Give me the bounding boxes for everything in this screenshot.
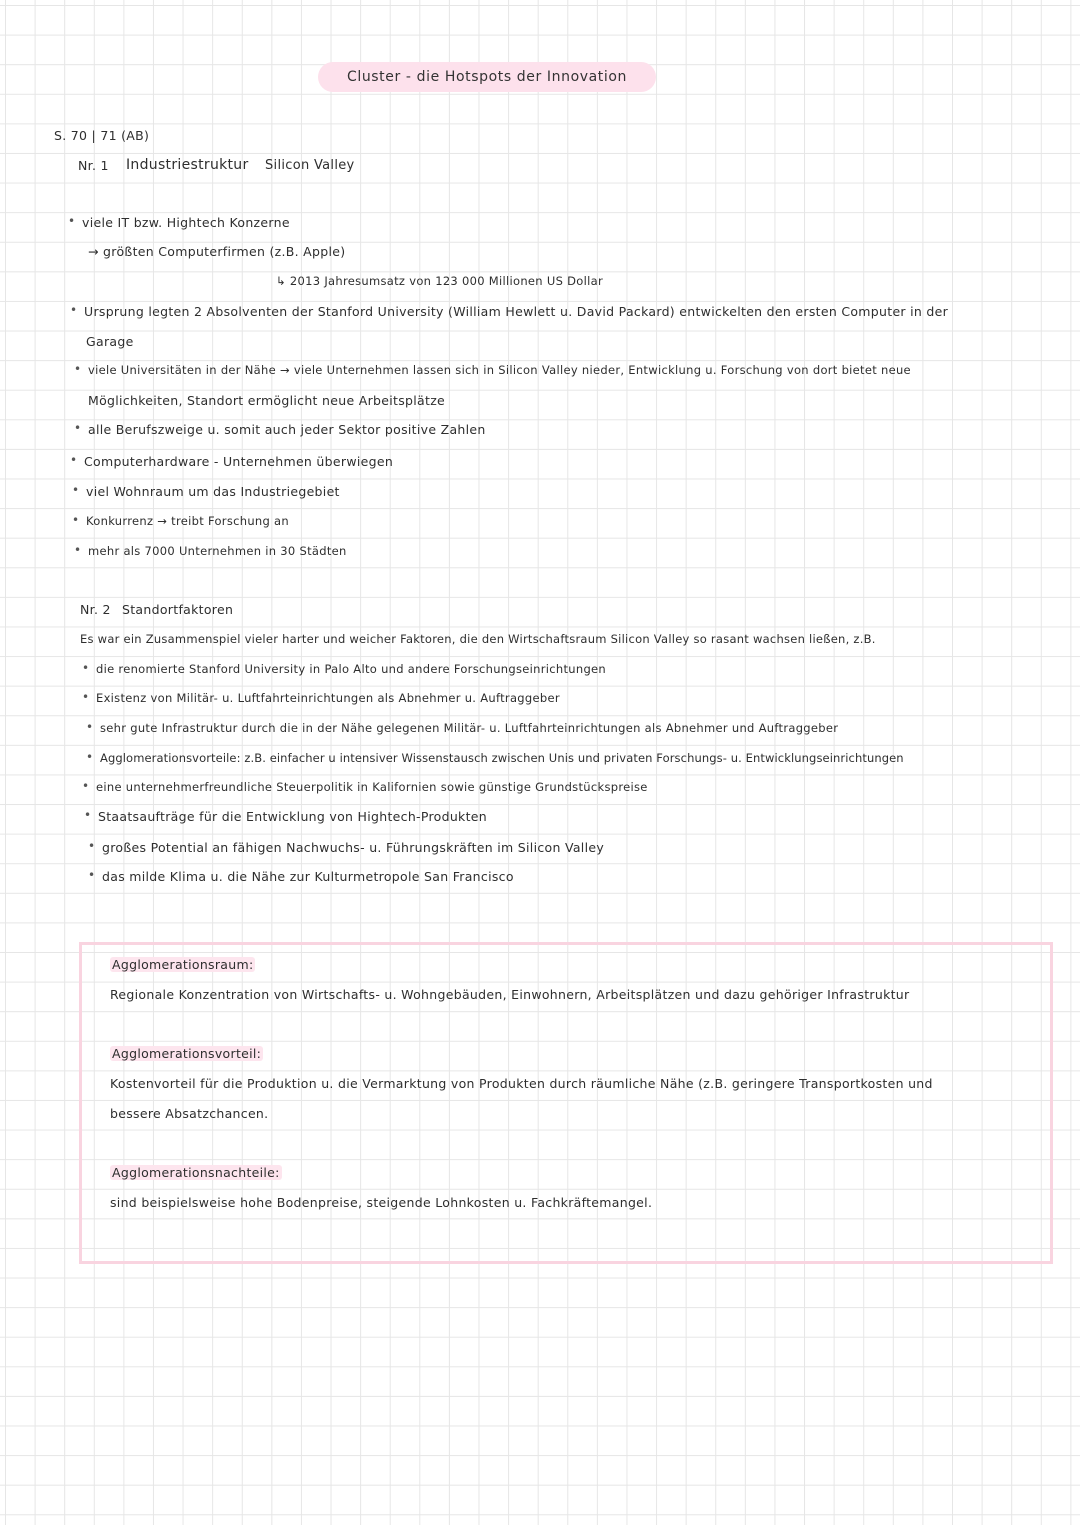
section1-line: Möglichkeiten, Standort ermöglicht neue Arbeitsplätze [88,393,446,408]
definition-text: bessere Absatzchancen. [110,1106,269,1121]
section2-item: • die renomierte Stanford University in Palo Alto und andere Forschungseinrichtungen [96,662,606,676]
section1-subject: Silicon Valley [265,158,355,173]
definition-term: Agglomerationsvorteil: [112,1046,262,1061]
section1-line: ↳ 2013 Jahresumsatz von 123 000 Millionen US Dollar [276,274,603,288]
page-title: Cluster - die Hotspots der Innovation [318,62,656,92]
definition-term: Agglomerationsraum: [112,957,254,972]
section2-intro: Es war ein Zusammenspiel vieler harter und weicher Faktoren, die den Wirtschaftsraum Silicon Valley so rasant wachsen ließen, z.B. [80,632,876,646]
section1-line: • viel Wohnraum um das Industriegebiet [86,484,340,499]
section2-item: • Staatsaufträge für die Entwicklung von Hightech-Produkten [98,809,487,824]
section1-line: • mehr als 7000 Unternehmen in 30 Städten [88,544,347,558]
section1-line: • Computerhardware - Unternehmen überwiegen [84,454,393,469]
section2-item: • eine unternehmerfreundliche Steuerpolitik in Kalifornien sowie günstige Grundstückspreise [96,780,648,794]
section2-item: • großes Potential an fähigen Nachwuchs- u. Führungskräften im Silicon Valley [102,840,604,855]
section1-line: • viele IT bzw. Hightech Konzerne [82,215,290,230]
section1-line: Garage [86,334,134,349]
section2-heading: Standortfaktoren [122,602,234,617]
section2-item: • das milde Klima u. die Nähe zur Kulturmetropole San Francisco [102,869,514,884]
section2-item: • Existenz von Militär- u. Luftfahrteinrichtungen als Abnehmer u. Auftraggeber [96,691,560,705]
section2-item: • sehr gute Infrastruktur durch die in der Nähe gelegenen Militär- u. Luftfahrteinrichtungen als Abnehmer und Auftraggeber [100,721,838,735]
section2-item: • Agglomerationsvorteile: z.B. einfacher u intensiver Wissenstausch zwischen Unis und privaten Forschungs- u. Entwicklungseinrichtungen [100,751,904,765]
section1-line: • Ursprung legten 2 Absolventen der Stanford University (William Hewlett u. David Packard) entwickelten den ersten Computer in der [84,304,948,319]
section1-number: Nr. 1 [78,158,109,173]
section1-heading: Industriestruktur [126,157,249,173]
section2-number: Nr. 2 [80,602,111,617]
section1-line: • Konkurrenz → treibt Forschung an [86,514,289,528]
definition-text: sind beispielsweise hohe Bodenpreise, steigende Lohnkosten u. Fachkräftemangel. [110,1195,653,1210]
section1-line: → größten Computerfirmen (z.B. Apple) [88,244,346,259]
section1-line: • viele Universitäten in der Nähe → viele Unternehmen lassen sich in Silicon Valley nieder, Entwicklung u. Forschung von dort bietet neue [88,363,911,377]
definition-text: Kostenvorteil für die Produktion u. die Vermarktung von Produkten durch räumliche Nähe (z.B. geringere Transportkosten und [110,1076,933,1091]
definition-term: Agglomerationsnachteile: [112,1165,280,1180]
page-reference: S. 70 | 71 (AB) [54,128,150,143]
definition-text: Regionale Konzentration von Wirtschafts- u. Wohngebäuden, Einwohnern, Arbeitsplätzen und dazu gehöriger Infrastruktur [110,987,910,1002]
section1-line: • alle Berufszweige u. somit auch jeder Sektor positive Zahlen [88,422,486,437]
